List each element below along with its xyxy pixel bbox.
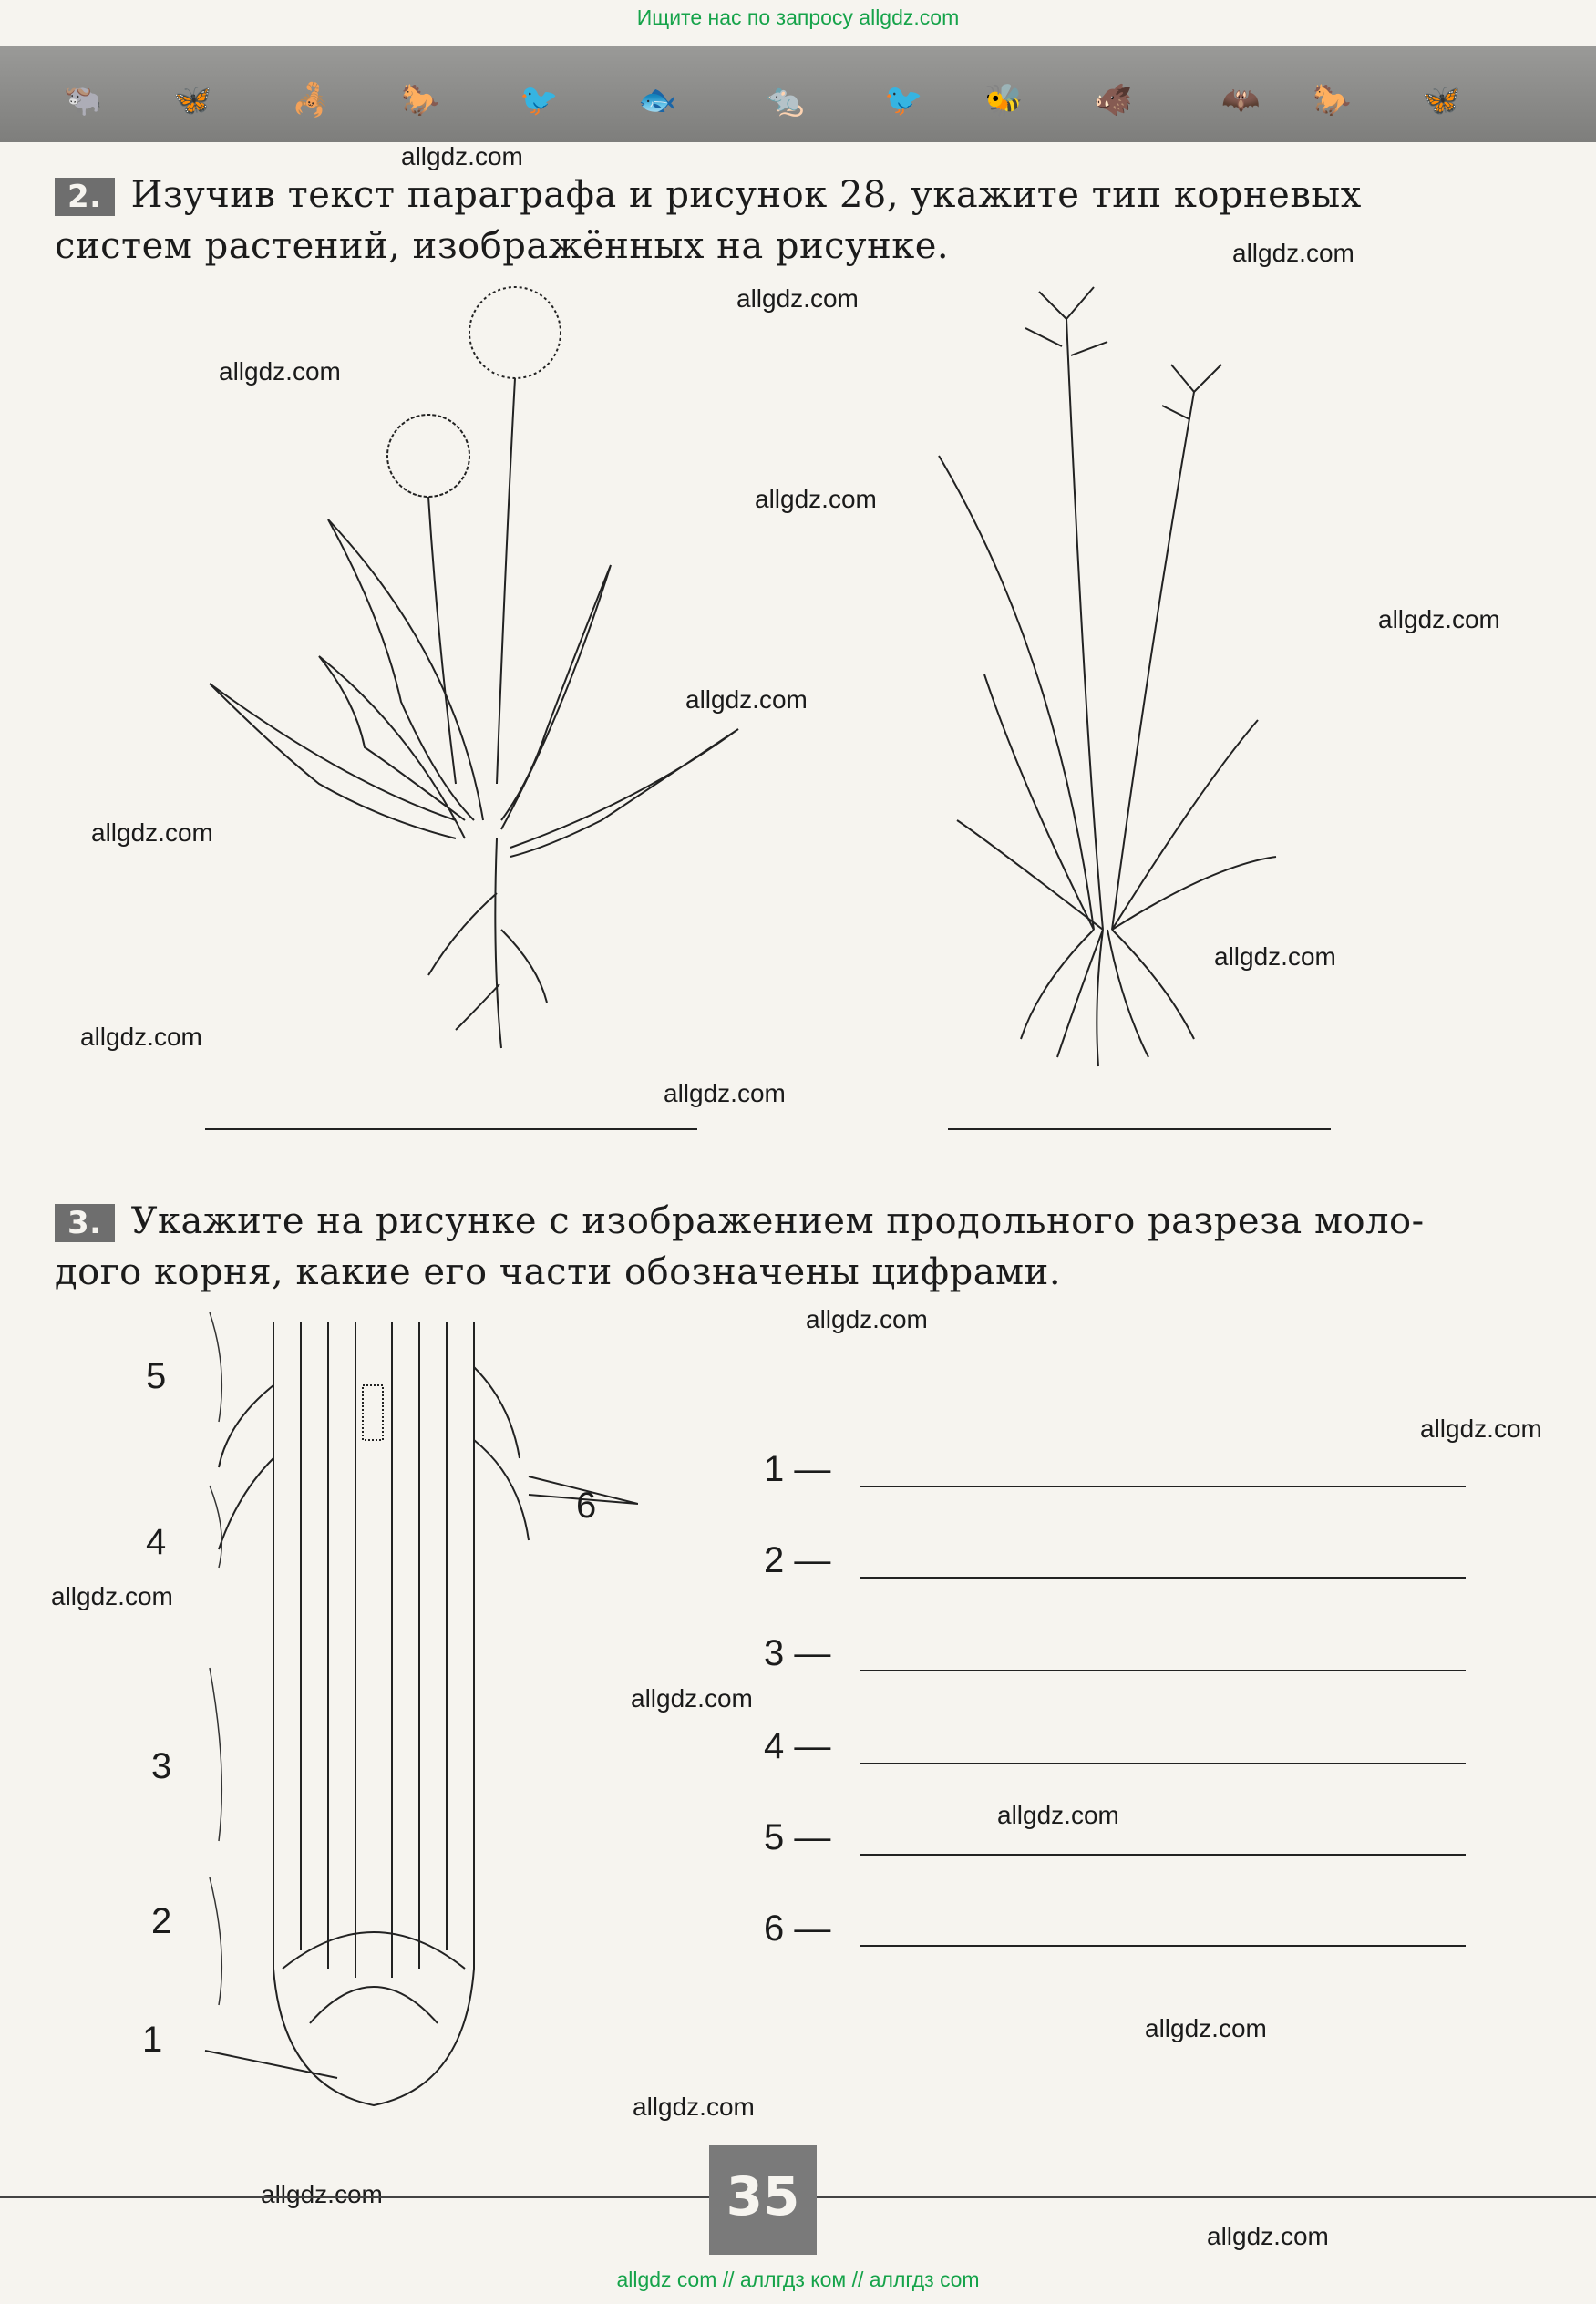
- plants-illustration: [182, 273, 1331, 1075]
- answer-line[interactable]: [860, 1763, 1466, 1764]
- horse-icon: 🐎: [401, 82, 440, 118]
- bird-icon: 🐦: [520, 82, 559, 118]
- watermark: allgdz.com: [755, 485, 877, 513]
- answer-row[interactable]: 6 —: [764, 1908, 1466, 1954]
- answer-line[interactable]: [860, 1670, 1466, 1671]
- root-label-2: 2: [151, 1901, 172, 1941]
- watermark: allgdz.com: [401, 142, 523, 170]
- task-3-line1: Укажите на рисунке с изображением продольного разреза моло-: [130, 1200, 1425, 1242]
- watermark: allgdz.com: [736, 284, 859, 313]
- watermark: allgdz.com: [631, 1684, 753, 1713]
- task-2-number: 2.: [55, 178, 115, 216]
- rodent-icon: 🐀: [766, 82, 805, 118]
- answer-line[interactable]: [860, 1945, 1466, 1947]
- watermark: allgdz.com: [806, 1305, 928, 1333]
- answer-row[interactable]: 2 —: [764, 1540, 1466, 1586]
- butterfly-icon: 🦋: [1422, 82, 1461, 118]
- root-label-3: 3: [151, 1746, 172, 1786]
- task-3-number: 3.: [55, 1204, 115, 1242]
- fish-icon: 🐟: [638, 82, 677, 118]
- top-search-hint[interactable]: Ищите нас по запросу allgdz.com: [636, 5, 960, 29]
- dandelion-illustration: [210, 287, 738, 1048]
- watermark: allgdz.com: [1207, 2222, 1329, 2250]
- animal-banner: [0, 46, 1596, 142]
- boar-icon: 🐗: [1094, 82, 1133, 118]
- root-label-5: 5: [146, 1356, 167, 1396]
- answer-line-grass[interactable]: [948, 1128, 1331, 1130]
- watermark: allgdz.com: [664, 1079, 786, 1107]
- task-2: [55, 170, 1362, 272]
- answer-line[interactable]: [860, 1486, 1466, 1487]
- answer-row[interactable]: 5 —: [764, 1817, 1466, 1863]
- answer-row[interactable]: 4 —: [764, 1726, 1466, 1772]
- watermark: allgdz.com: [1232, 239, 1354, 267]
- task-3: [55, 1196, 1425, 1298]
- watermark: allgdz.com: [91, 818, 213, 847]
- watermark: allgdz.com: [1378, 605, 1500, 633]
- task-2-line1: Изучив текст параграфа и рисунок 28, укажите тип корневых: [130, 174, 1362, 216]
- root-label-4: 4: [146, 1522, 167, 1562]
- answer-line[interactable]: [860, 1577, 1466, 1579]
- watermark: allgdz.com: [685, 685, 808, 714]
- page-number: 35: [709, 2145, 817, 2255]
- watermark: allgdz.com: [633, 2093, 755, 2121]
- watermark: allgdz.com: [1145, 2014, 1267, 2042]
- answer-line-dandelion[interactable]: [205, 1128, 697, 1130]
- bat-icon: 🦇: [1221, 82, 1261, 118]
- watermark: allgdz.com: [1214, 942, 1336, 971]
- scorpion-icon: 🦂: [292, 82, 331, 118]
- watermark: allgdz.com: [219, 357, 341, 386]
- root-section-illustration: [128, 1312, 638, 2114]
- answer-line[interactable]: [860, 1854, 1466, 1856]
- bison-icon: 🐃: [64, 82, 103, 118]
- watermark: allgdz.com: [997, 1801, 1119, 1829]
- watermark: allgdz.com: [261, 2180, 383, 2208]
- task-2-line2: систем растений, изображённых на рисунке.: [55, 225, 950, 267]
- answer-row[interactable]: 3 —: [764, 1633, 1466, 1679]
- answer-row[interactable]: 1 —: [764, 1449, 1466, 1495]
- watermark: allgdz.com: [51, 1582, 173, 1610]
- heron-icon: 🐦: [884, 82, 923, 118]
- butterfly-icon: 🦋: [173, 82, 212, 118]
- task-3-line2: дого корня, какие его части обозначены цифрами.: [55, 1251, 1062, 1293]
- footer-links[interactable]: allgdz com // аллгдз ком // аллгдз com: [616, 2268, 980, 2291]
- bee-icon: 🐝: [984, 82, 1024, 118]
- root-label-6: 6: [576, 1486, 597, 1526]
- watermark: allgdz.com: [1420, 1414, 1542, 1443]
- root-label-1: 1: [142, 2020, 163, 2060]
- watermark: allgdz.com: [80, 1023, 202, 1051]
- horse-icon: 🐎: [1313, 82, 1352, 118]
